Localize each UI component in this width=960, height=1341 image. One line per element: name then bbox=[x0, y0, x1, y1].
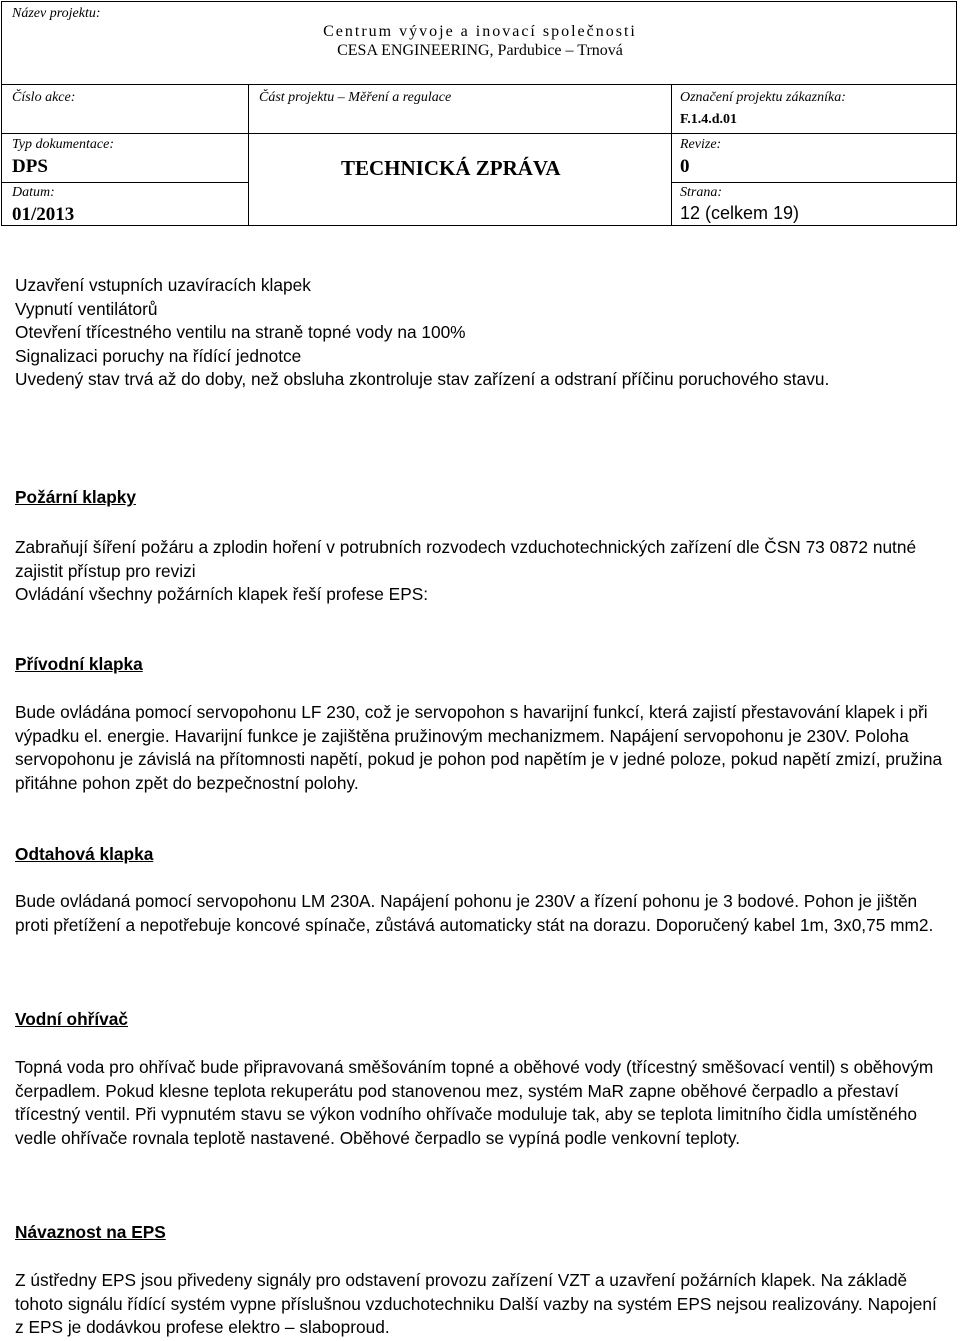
page-label: Strana: bbox=[680, 185, 722, 200]
water-heater-text: Topná voda pro ohřívač bude připravovaná směšováním topné a oběhové vody (třícestný směšovací ventil) s oběhovým čerpadlem. Pokud klesne teplota rekuperátu pod stanovenou mez, systém MaR zapne oběhové čerpadlo a přestaví třícestný ventil. Při vypnutém stavu se výkon vodního ohřívače moduluje tak, aby se teplota limitního čidla umístěného vedle ohřívače rovnala teplotě nastavené. Oběhové čerpadlo se vypíná podle venkovní teploty. bbox=[15, 1057, 934, 1148]
section-heading-fire-dampers: Požární klapky bbox=[15, 487, 137, 507]
supply-damper-text: Bude ovládána pomocí servopohonu LF 230, což je servopohon s havarijní funkcí, která zajistí přestavování klapek i při výpadku el. energie. Havarijní funkce je zajištěna pružinovým mechanizmem. Napájení servopohonu je 230V. Poloha servopohonu je závislá na přítomnosti napětí, pokud je pohon pod napětím je v jedné poloze, pokud napětí zmizí, pružina přitáhne pohon zpět do bezpečnostní polohy. bbox=[15, 702, 943, 793]
fire-dampers-text bbox=[15, 536, 945, 607]
header-divider bbox=[671, 84, 672, 225]
paragraph: Ovládání všechny požárních klapek řeší profese EPS: bbox=[15, 584, 429, 605]
intro-text bbox=[15, 274, 945, 392]
section-heading-supply-damper: Přívodní klapka bbox=[15, 654, 143, 674]
paragraph: Zabraňují šíření požáru a zplodin hoření v potrubních rozvodech vzduchotechnických zařízení dle ČSN 73 0872 nutné zajistit přístup pro revizi bbox=[15, 537, 917, 581]
header-divider bbox=[248, 84, 249, 225]
doc-type-label: Typ dokumentace: bbox=[12, 137, 114, 152]
doc-type-value: DPS bbox=[12, 156, 48, 177]
page-value: 12 (celkem 19) bbox=[680, 203, 800, 223]
date-label: Datum: bbox=[12, 185, 55, 200]
project-name-line1: Centrum vývoje a inovací společnosti bbox=[323, 23, 637, 40]
project-part: Část projektu – Měření a regulace bbox=[259, 90, 452, 105]
customer-designation-label: Označení projektu zákazníka: bbox=[680, 90, 846, 105]
header-divider bbox=[2, 182, 248, 183]
document-title: TECHNICKÁ ZPRÁVA bbox=[341, 156, 561, 180]
intro-line: Uvedený stav trvá až do doby, než obsluha zkontroluje stav zařízení a odstraní příčinu poruchového stavu. bbox=[15, 369, 830, 390]
header-divider bbox=[2, 84, 956, 85]
revision-value: 0 bbox=[680, 156, 690, 177]
eps-link-text: Z ústředny EPS jsou přivedeny signály pro odstavení provozu zařízení VZT a uzavření požárních klapek. Na základě tohoto signálu řídící systém vypne příslušnou vzduchotechniku Další vazby na systém EPS nejsou realizovány. Napojení z EPS je dodávkou profese elektro – slaboproud. bbox=[15, 1270, 937, 1338]
intro-line: Vypnutí ventilátorů bbox=[15, 298, 158, 319]
date-value: 01/2013 bbox=[12, 204, 75, 225]
section-heading-eps-link: Návaznost na EPS bbox=[15, 1222, 166, 1242]
intro-line: Otevření třícestného ventilu na straně topné vody na 100% bbox=[15, 322, 466, 343]
project-name-label: Název projektu: bbox=[12, 6, 101, 21]
customer-designation-value: F.1.4.d.01 bbox=[680, 112, 738, 127]
header-divider bbox=[2, 133, 956, 134]
intro-line: Uzavření vstupních uzavíracích klapek bbox=[15, 275, 311, 295]
section-heading-exhaust-damper: Odtahová klapka bbox=[15, 844, 154, 864]
document-header bbox=[1, 1, 957, 226]
revision-label: Revize: bbox=[680, 137, 722, 152]
section-heading-water-heater: Vodní ohřívač bbox=[15, 1009, 128, 1029]
intro-line: Signalizaci poruchy na řídící jednotce bbox=[15, 345, 302, 366]
exhaust-damper-text: Bude ovládaná pomocí servopohonu LM 230A. Napájení pohonu je 230V a řízení pohonu je 3 bodové. Pohon je jištěn proti přetížení a nepotřebuje koncové spínače, zůstává automaticky stát na dorazu. Doporučený kabel 1m, 3x0,75 mm2. bbox=[15, 891, 934, 935]
action-number-label: Číslo akce: bbox=[12, 90, 76, 105]
project-name-line2: CESA ENGINEERING, Pardubice – Trnová bbox=[337, 42, 623, 59]
header-divider bbox=[671, 182, 956, 183]
